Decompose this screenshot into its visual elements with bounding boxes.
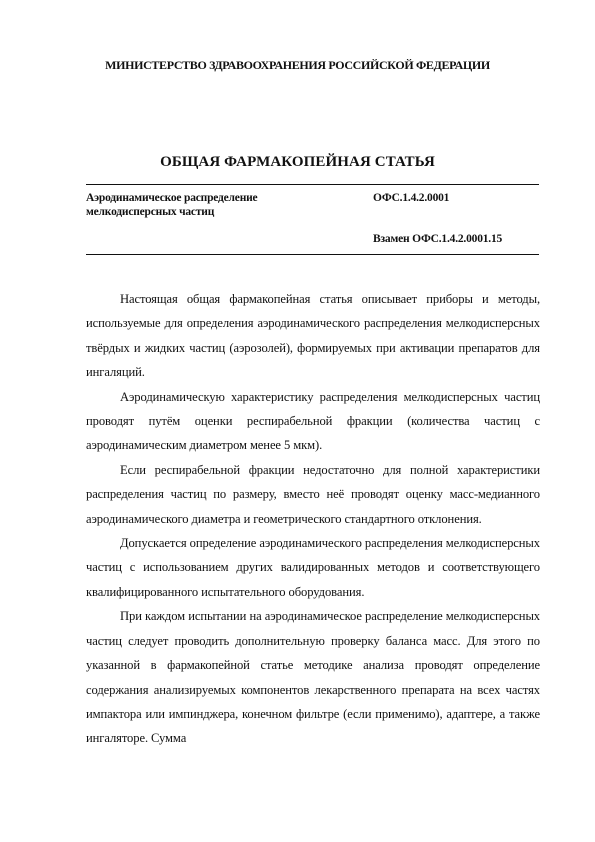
body-paragraph-1: Настоящая общая фармакопейная статья описывает приборы и методы, используемые для определения аэродинамического распределения мелкодисперсных твёрдых и жидких частиц (аэрозолей), формируемых при активации препаратов для ингаляций. <box>86 292 540 380</box>
document-type-heading: ОБЩАЯ ФАРМАКОПЕЙНАЯ СТАТЬЯ <box>160 154 435 170</box>
body-paragraph-4: Допускается определение аэродинамического распределения мелкодисперсных частиц с использованием других валидированных методов и соответствующего квалифицированного испытательного оборудования. <box>86 536 540 599</box>
ministry-heading: МИНИСТЕРСТВО ЗДРАВООХРАНЕНИЯ РОССИЙСКОЙ ФЕДЕРАЦИИ <box>105 58 490 72</box>
article-title-line-1: Аэродинамическое распределение <box>86 192 258 204</box>
article-replaces: Взамен ОФС.1.4.2.0001.15 <box>373 233 503 245</box>
article-code: ОФС.1.4.2.0001 <box>373 192 450 204</box>
body-paragraph-5: При каждом испытании на аэродинамическое распределение мелкодисперсных частиц следует проводить дополнительную проверку баланса масс. Для этого по указанной в фармакопейной статье методике анализа проводят определение содержания анализируемых компонентов лекарственного препарата на всех частях импактора или импинджера, конечном фильтре (если применимо), адаптере, а также ингаляторе. Сумма <box>86 609 540 746</box>
header-rule-top <box>86 184 539 185</box>
body-paragraph-3: Если респирабельной фракции недостаточно для полной характеристики распределения частиц по размеру, вместо неё проводят оценку масс-медианного аэродинамического диаметра и геометрического стандартного отклонения. <box>86 462 540 526</box>
article-title <box>86 191 356 219</box>
header-rule-bottom <box>86 254 539 255</box>
body-paragraph-2: Аэродинамическую характеристику распределения мелкодисперсных частиц проводят путём оценки респирабельной фракции (количества частиц с аэродинамическим диаметром менее 5 мкм). <box>86 389 540 453</box>
article-body <box>86 287 540 751</box>
article-title-line-2: мелкодисперсных частиц <box>86 206 215 218</box>
